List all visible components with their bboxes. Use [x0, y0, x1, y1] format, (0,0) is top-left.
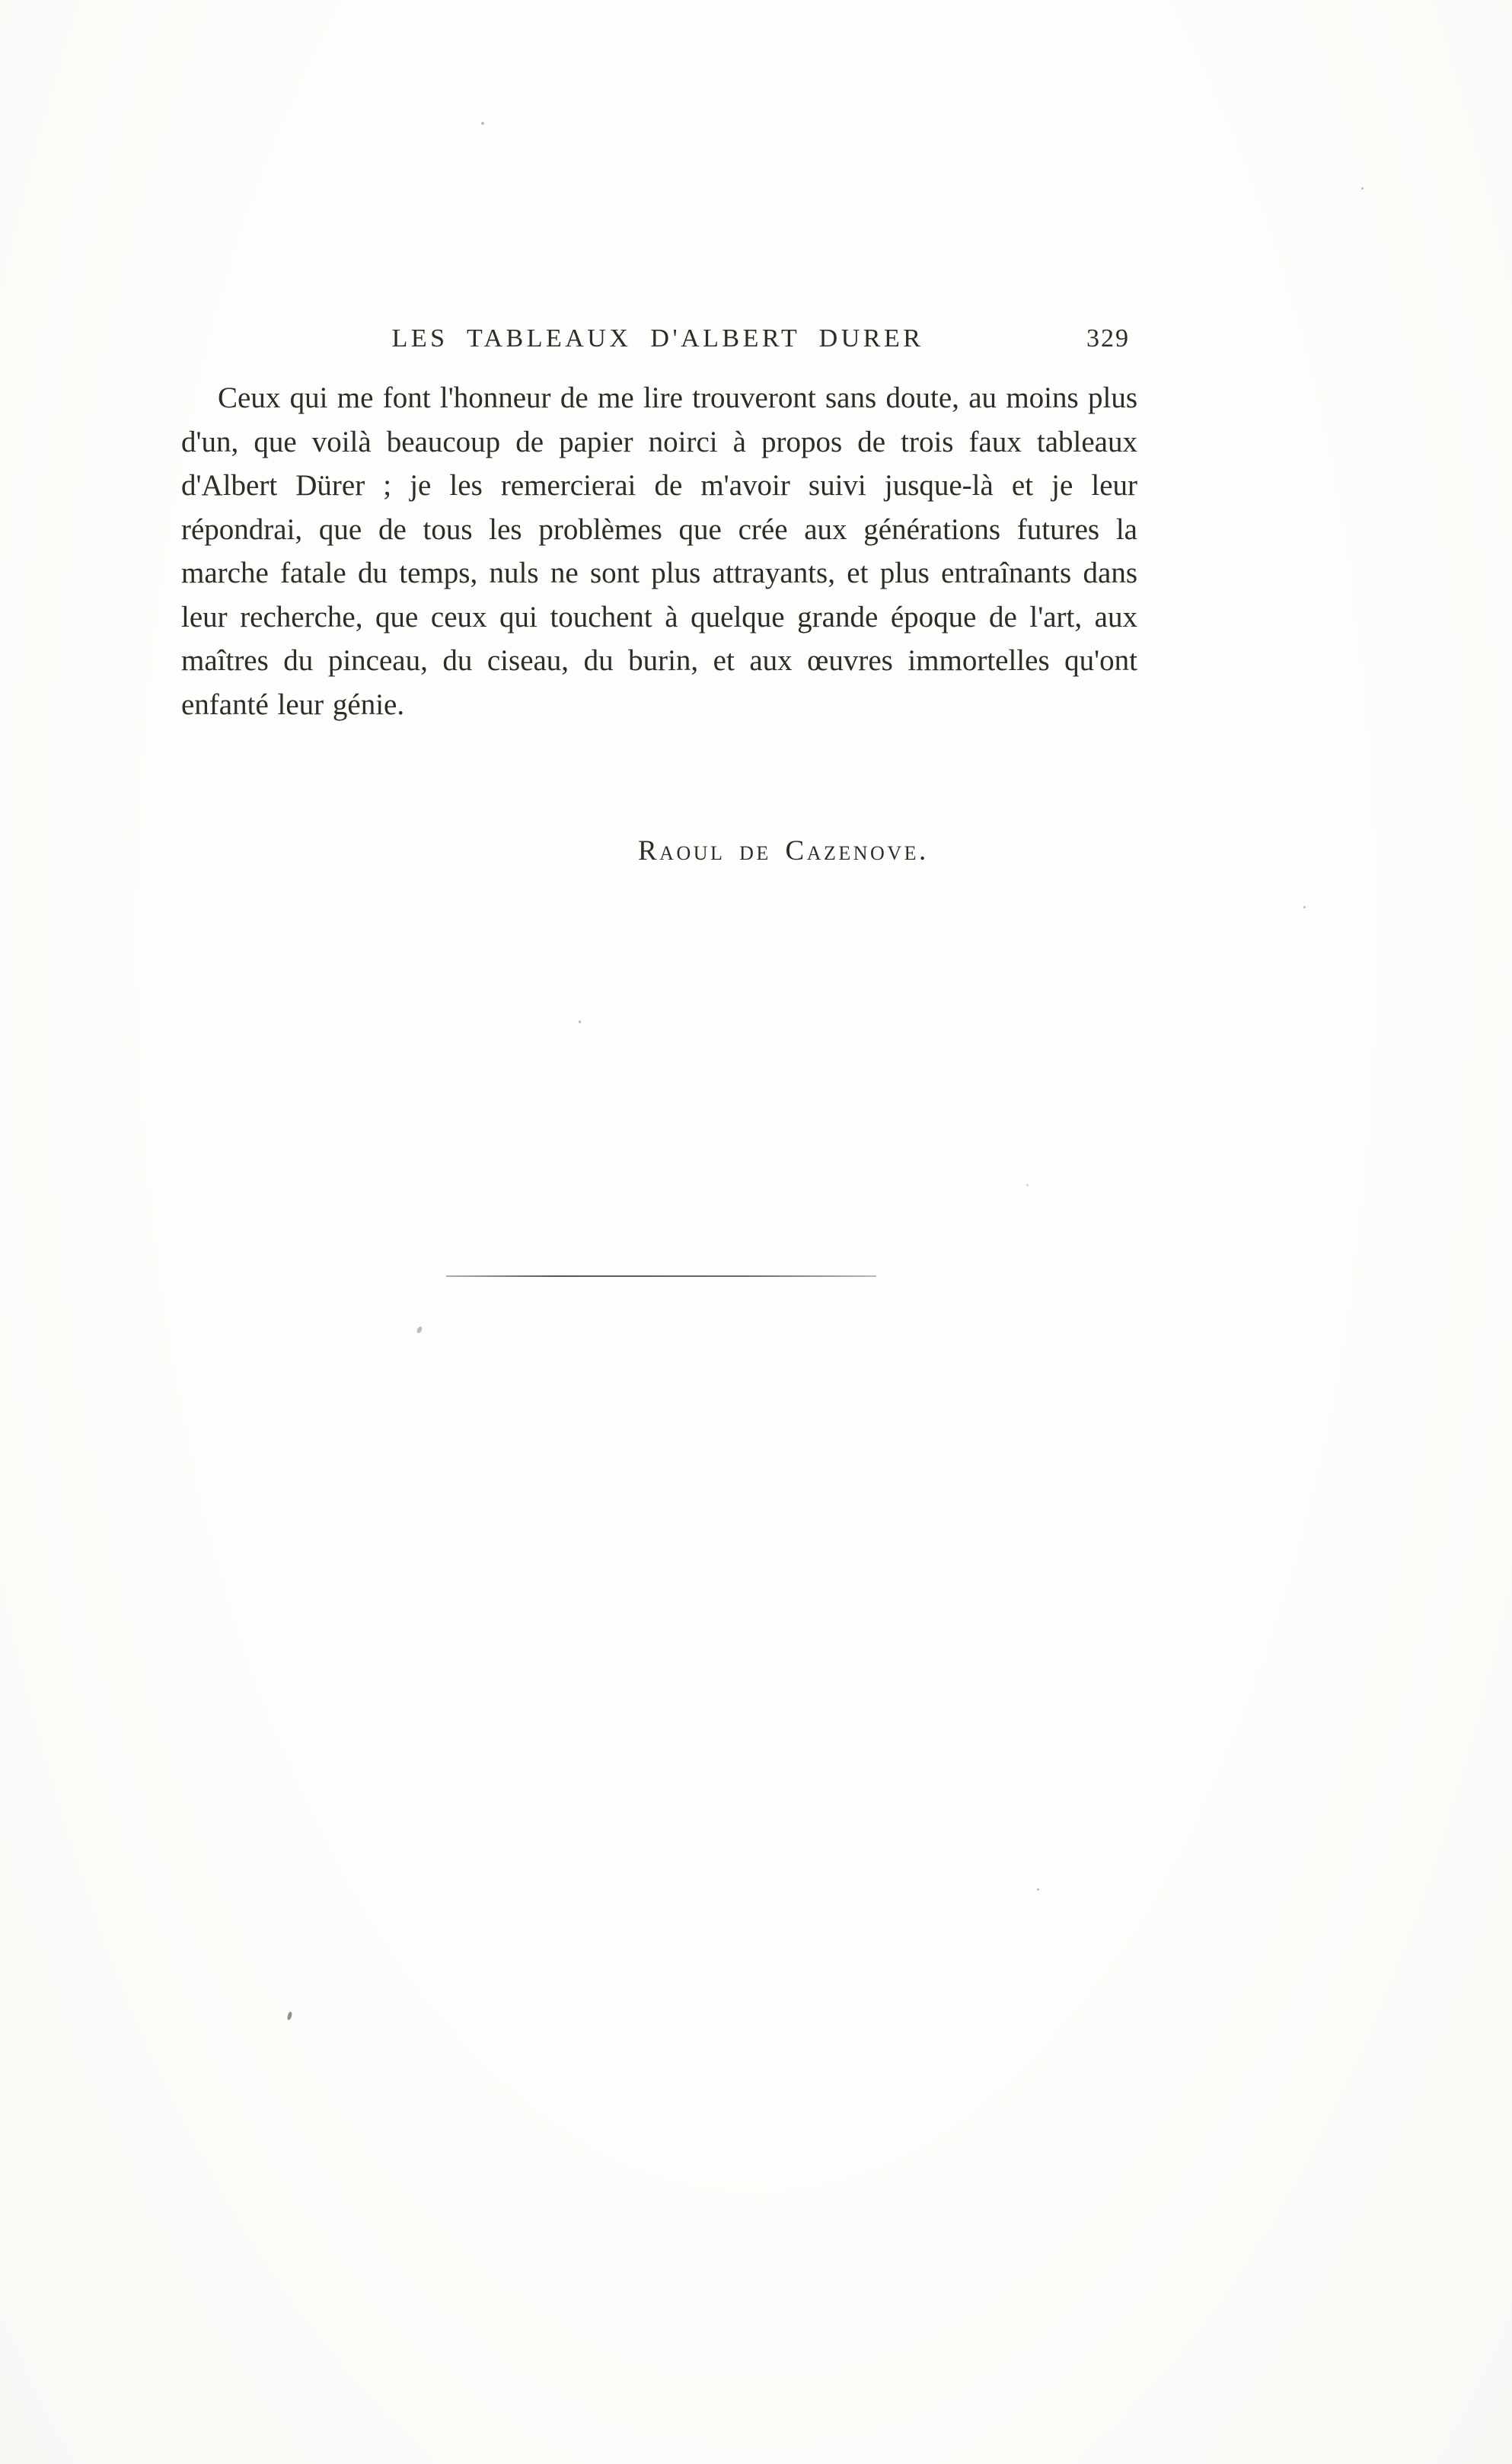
scan-speck [287, 2012, 293, 2021]
scan-speck [1361, 187, 1364, 190]
scan-speck [1037, 1888, 1039, 1891]
page-number: 329 [1086, 324, 1130, 353]
scan-speck [1026, 1184, 1029, 1186]
section-divider [446, 1275, 876, 1277]
paragraph: Ceux qui me font l'honneur de me lire trouveront sans doute, au moins plus d'un, que voilà beaucoup de papier noirci à propos de trois faux tableaux d'Albert Dürer ; je les remercierai de m'avoir suivi jusque-là et je leur répondrai, que de tous les problèmes que crée aux générations futures la marche fatale du temps, nuls ne sont plus attrayants, et plus entraînants dans leur recherche, que ceux qui touchent à quelque grande époque de l'art, aux maîtres du pinceau, du ciseau, du burin, et aux œuvres immortelles qu'ont enfanté leur génie. [181, 381, 1137, 721]
scan-speck [1303, 906, 1306, 908]
scan-speck [416, 1326, 423, 1333]
page-title: LES TABLEAUX D'ALBERT DURER [391, 324, 924, 353]
scan-speck [579, 1020, 581, 1023]
running-header [181, 324, 1134, 361]
author-signature: Raoul de Cazenove. [638, 835, 929, 867]
scan-speck [481, 122, 484, 125]
